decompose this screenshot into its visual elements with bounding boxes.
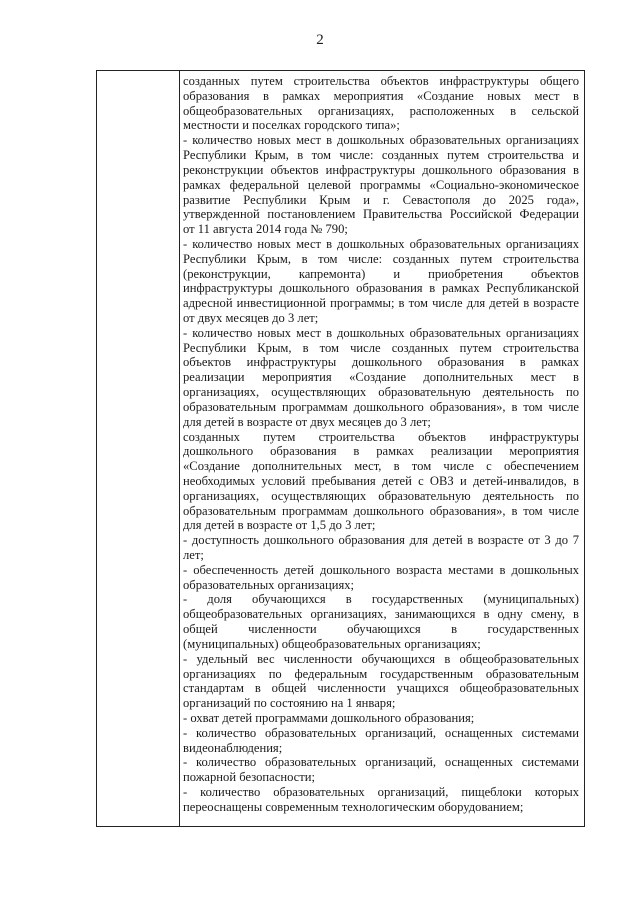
text-line: Республики Крым, в том числе: созданных путем строительства и — [183, 148, 579, 163]
text-line: - количество новых мест в дошкольных образовательных организациях — [183, 236, 579, 251]
text-line: (муниципальных) общеобразовательных организациях; — [183, 636, 481, 651]
text-line: от 11 августа 2014 года № 790; — [183, 222, 348, 237]
text-line: - обеспеченность детей дошкольного возраста местами в дошкольных — [183, 562, 579, 577]
text-line: - количество новых мест в дошкольных образовательных организациях — [183, 133, 579, 148]
text-line: пожарной безопасности; — [183, 770, 316, 785]
text-line: дошкольного образования в рамках реализации мероприятия — [183, 444, 579, 459]
text-line: рамках федеральной целевой программы «Социально-экономическое — [183, 177, 579, 192]
text-line: лет; — [183, 548, 204, 562]
text-line: Республики Крым, в том числе: созданных путем строительства — [183, 251, 579, 266]
text-line: организаций по состоянию на 1 января; — [183, 696, 396, 711]
text-line: образования в рамках мероприятия «Создание новых мест в — [183, 88, 579, 103]
text-line: общеобразовательных организациях, расположенных в сельской — [183, 103, 579, 118]
text-line: (реконструкции, капремонта) и приобретения объектов — [183, 266, 579, 281]
text-line: Республики Крым, в том числе созданных путем строительства — [183, 340, 579, 355]
text-line: образовательным программам дошкольного образования», в том числе — [183, 399, 579, 414]
text-line: организациях, осуществляющих образовательную деятельность по — [183, 488, 579, 503]
text-line: для детей в возрасте от двух месяцев до 3 лет; — [183, 414, 431, 429]
text-line: - доступность дошкольного образования для детей в возрасте от 3 до 7 — [183, 533, 579, 548]
document-table — [96, 70, 585, 827]
text-line: организациях, осуществляющих образовательную деятельность по — [183, 385, 579, 400]
text-line: стандартам в общей численности учащихся общеобразовательных — [183, 681, 579, 696]
text-line: местности и поселках городского типа»; — [183, 118, 400, 133]
text-line: адресной инвестиционной программы; в том числе для детей в возрасте — [183, 296, 579, 311]
text-line: - удельный вес численности обучающихся в общеобразовательных — [183, 651, 579, 666]
table-left-column — [97, 71, 180, 826]
text-line: - количество образовательных организаций, пищеблоки которых — [183, 785, 579, 799]
text-line: объектов инфраструктуры дошкольного образования в рамках — [183, 355, 579, 370]
text-line: общей численности обучающихся в государственных — [183, 622, 579, 637]
text-line: организациях по федеральным государственным образовательным — [183, 666, 579, 681]
text-line: - доля обучающихся в государственных (муниципальных) — [183, 592, 579, 607]
text-line: «Создание дополнительных мест, в том числе с обеспечением — [183, 459, 579, 474]
text-line: реконструкции объектов инфраструктуры дошкольного образования в — [183, 162, 579, 177]
text-line: видеонаблюдения; — [183, 740, 283, 755]
text-line: - охват детей программами дошкольного образования; — [183, 710, 475, 725]
text-line: - количество новых мест в дошкольных образовательных организациях — [183, 325, 579, 340]
text-line: переоснащены современным технологическим оборудованием; — [183, 799, 524, 814]
text-line: общеобразовательных организациях, занимающихся в одну смену, в — [183, 607, 579, 622]
text-line: для детей в возрасте от 1,5 до 3 лет; — [183, 518, 376, 533]
text-line: реализации мероприятия «Создание дополнительных мест в — [183, 370, 579, 385]
text-line: созданных путем строительства объектов инфраструктуры общего — [183, 74, 579, 88]
text-line: инфраструктуры дошкольного образования в рамках Республиканской — [183, 281, 579, 296]
text-line: от двух месяцев до 3 лет; — [183, 311, 319, 325]
text-line: созданных путем строительства объектов инфраструктуры — [183, 429, 579, 444]
text-line: необходимых условий пребывания детей с ОВЗ и детей-инвалидов, в — [183, 473, 579, 488]
table-right-column-text — [183, 74, 579, 815]
text-line: - количество образовательных организаций, оснащенных системами — [183, 725, 579, 740]
text-line: развитие Республики Крым и г. Севастополя до 2025 года», — [183, 192, 579, 207]
text-line: образовательным программам дошкольного образования», в том числе — [183, 503, 579, 518]
text-line: - количество образовательных организаций, оснащенных системами — [183, 755, 579, 770]
text-line: утвержденной постановлением Правительства Российской Федерации — [183, 207, 579, 222]
page-number: 2 — [316, 32, 324, 48]
text-line: образовательных организациях; — [183, 577, 355, 592]
